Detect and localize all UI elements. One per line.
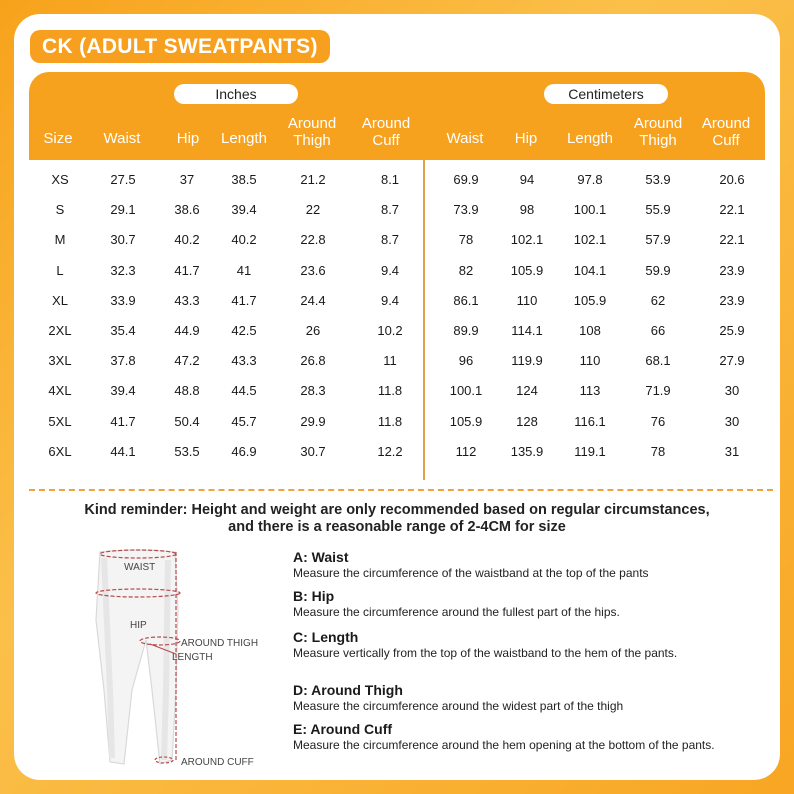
- table-cell-inches: 44.9: [174, 323, 200, 338]
- table-cell-inches: 44.5: [231, 383, 257, 399]
- around-thigh-label: AROUND THIGH: [181, 638, 259, 649]
- table-cell-inches: 39.4: [231, 202, 257, 218]
- measure-length-title: C: Length: [293, 629, 359, 645]
- table-cell-inches: 29.1: [110, 202, 136, 218]
- table-cell-size: 2XL: [48, 323, 72, 338]
- table-cell-inches: 30.7: [110, 232, 136, 248]
- table-cell-centimeters: 23.9: [719, 262, 745, 278]
- table-cell-centimeters: 22.1: [719, 202, 745, 218]
- header-size: Size: [43, 130, 73, 147]
- table-cell-centimeters: 113: [579, 383, 601, 399]
- table-cell-size: 6XL: [48, 443, 72, 459]
- unit-label-inches: Inches: [174, 84, 298, 104]
- header-in-thigh: Around Thigh: [287, 115, 337, 149]
- table-cell-centimeters: 94: [519, 172, 535, 187]
- table-cell-inches: 30.7: [300, 443, 326, 459]
- table-cell-size: 3XL: [48, 353, 72, 369]
- table-cell-inches: 10.2: [377, 323, 403, 338]
- table-cell-size: M: [54, 232, 66, 248]
- measure-waist-text: Measure the circumference of the waistband at the top of the pants: [293, 566, 649, 580]
- table-cell-centimeters: 73.9: [453, 202, 479, 218]
- hip-label: HIP: [130, 620, 147, 631]
- table-cell-centimeters: 27.9: [719, 353, 745, 369]
- header-in-length: Length: [221, 130, 267, 147]
- measure-waist-title: A: Waist: [293, 549, 349, 565]
- table-cell-inches: 40.2: [231, 232, 257, 248]
- table-cell-inches: 48.8: [174, 383, 200, 399]
- table-cell-centimeters: 66: [650, 323, 666, 338]
- table-cell-centimeters: 20.6: [719, 172, 745, 187]
- measure-cuff-text: Measure the circumference around the hem opening at the bottom of the pants.: [293, 738, 715, 752]
- table-cell-inches: 43.3: [231, 353, 257, 369]
- table-cell-inches: 39.4: [110, 383, 136, 399]
- sweatpants-diagram: [0, 540, 290, 770]
- measure-thigh-title: D: Around Thigh: [293, 682, 403, 698]
- table-cell-centimeters: 22.1: [719, 232, 745, 248]
- table-cell-centimeters: 78: [650, 443, 666, 459]
- table-cell-centimeters: 78: [458, 232, 474, 248]
- table-cell-centimeters: 105.9: [449, 413, 483, 429]
- table-cell-inches: 12.2: [377, 443, 403, 459]
- length-label: LENGTH: [172, 652, 213, 663]
- table-cell-inches: 11.8: [377, 413, 403, 429]
- table-cell-inches: 45.7: [231, 413, 257, 429]
- section-divider: [29, 489, 773, 491]
- table-cell-size: 4XL: [48, 383, 72, 399]
- table-cell-centimeters: 110: [579, 353, 601, 369]
- table-cell-centimeters: 86.1: [453, 292, 479, 308]
- header-in-waist: Waist: [103, 130, 141, 147]
- table-cell-centimeters: 30: [724, 383, 740, 399]
- table-cell-centimeters: 82: [458, 262, 474, 278]
- table-cell-inches: 42.5: [231, 323, 257, 338]
- table-cell-size: XL: [52, 292, 68, 308]
- table-cell-inches: 38.5: [231, 172, 257, 187]
- table-cell-inches: 33.9: [110, 292, 136, 308]
- page-title: CK (ADULT SWEATPANTS): [30, 30, 330, 63]
- table-cell-inches: 23.6: [300, 262, 326, 278]
- table-cell-centimeters: 100.1: [449, 383, 483, 399]
- table-cell-inches: 41.7: [110, 413, 136, 429]
- reminder-line-1: Kind reminder: Height and weight are only recommended based on regular circumstances,: [84, 502, 710, 518]
- table-cell-centimeters: 57.9: [645, 232, 671, 248]
- measure-hip-text: Measure the circumference around the fullest part of the hips.: [293, 605, 620, 619]
- table-cell-inches: 37.8: [110, 353, 136, 369]
- table-cell-centimeters: 114.1: [511, 323, 543, 338]
- waist-label: WAIST: [124, 562, 156, 573]
- table-cell-inches: 26.8: [300, 353, 326, 369]
- table-cell-centimeters: 25.9: [719, 323, 745, 338]
- table-cell-centimeters: 69.9: [453, 172, 479, 187]
- table-cell-inches: 24.4: [300, 292, 326, 308]
- table-cell-centimeters: 59.9: [645, 262, 671, 278]
- table-cell-centimeters: 119.9: [511, 353, 543, 369]
- around-cuff-label: AROUND CUFF: [181, 757, 254, 768]
- table-cell-centimeters: 116.1: [574, 413, 606, 429]
- kind-reminder: [40, 502, 754, 536]
- table-cell-inches: 53.5: [174, 443, 200, 459]
- measure-cuff-title: E: Around Cuff: [293, 721, 393, 737]
- table-cell-inches: 8.7: [380, 202, 400, 218]
- table-column-divider: [423, 160, 425, 480]
- reminder-line-2: and there is a reasonable range of 2-4CM for size: [228, 519, 566, 535]
- table-cell-inches: 29.9: [300, 413, 326, 429]
- table-cell-centimeters: 105.9: [573, 292, 607, 308]
- header-cm-length: Length: [567, 130, 613, 147]
- table-cell-inches: 27.5: [110, 172, 136, 187]
- table-cell-centimeters: 89.9: [453, 323, 479, 338]
- table-cell-centimeters: 71.9: [645, 383, 671, 399]
- unit-label-centimeters: Centimeters: [544, 84, 668, 104]
- table-cell-size: L: [56, 262, 64, 278]
- table-cell-centimeters: 68.1: [645, 353, 671, 369]
- table-cell-centimeters: 110: [516, 292, 538, 308]
- table-cell-inches: 22.8: [300, 232, 326, 248]
- table-cell-inches: 9.4: [380, 262, 400, 278]
- table-cell-inches: 50.4: [174, 413, 200, 429]
- measure-length: [293, 629, 733, 661]
- header-in-cuff: Around Cuff: [361, 115, 411, 149]
- measure-cuff: [293, 721, 733, 753]
- measure-hip-title: B: Hip: [293, 588, 335, 604]
- table-cell-inches: 41.7: [231, 292, 257, 308]
- table-cell-inches: 21.2: [300, 172, 326, 187]
- table-cell-centimeters: 128: [516, 413, 538, 429]
- table-cell-inches: 43.3: [174, 292, 200, 308]
- measure-hip: [293, 588, 743, 620]
- table-cell-inches: 32.3: [110, 262, 136, 278]
- table-cell-centimeters: 105.9: [510, 262, 544, 278]
- table-cell-inches: 46.9: [231, 443, 257, 459]
- table-cell-centimeters: 102.1: [573, 232, 607, 248]
- table-cell-centimeters: 119.1: [574, 443, 606, 459]
- header-in-hip: Hip: [176, 130, 200, 147]
- measure-length-text: Measure vertically from the top of the waistband to the hem of the pants.: [293, 646, 678, 660]
- table-cell-centimeters: 97.8: [577, 172, 603, 187]
- table-cell-inches: 47.2: [174, 353, 200, 369]
- table-cell-centimeters: 102.1: [510, 232, 544, 248]
- table-cell-inches: 44.1: [110, 443, 136, 459]
- table-cell-centimeters: 108: [579, 323, 601, 338]
- table-cell-centimeters: 76: [650, 413, 666, 429]
- table-cell-inches: 41.7: [174, 262, 200, 278]
- table-cell-size: S: [55, 202, 65, 218]
- table-cell-centimeters: 104.1: [573, 262, 607, 278]
- table-cell-inches: 22: [305, 202, 321, 218]
- table-cell-centimeters: 124: [516, 383, 538, 399]
- table-cell-inches: 37: [179, 172, 195, 187]
- table-cell-centimeters: 62: [650, 292, 666, 308]
- table-cell-inches: 28.3: [300, 383, 326, 399]
- table-cell-centimeters: 112: [455, 443, 477, 459]
- measure-thigh: [293, 682, 743, 714]
- table-cell-inches: 9.4: [380, 292, 400, 308]
- header-cm-cuff: Around Cuff: [701, 115, 751, 149]
- table-cell-inches: 11: [383, 353, 397, 369]
- table-cell-inches: 11.8: [377, 383, 403, 399]
- table-cell-centimeters: 135.9: [510, 443, 544, 459]
- measure-thigh-text: Measure the circumference around the widest part of the thigh: [293, 699, 624, 713]
- table-cell-inches: 26: [305, 323, 321, 338]
- table-cell-centimeters: 55.9: [645, 202, 671, 218]
- table-cell-inches: 8.1: [380, 172, 400, 187]
- table-cell-inches: 40.2: [174, 232, 200, 248]
- table-cell-inches: 35.4: [110, 323, 136, 338]
- table-cell-centimeters: 23.9: [719, 292, 745, 308]
- table-cell-centimeters: 98: [519, 202, 535, 218]
- table-cell-size: 5XL: [48, 413, 72, 429]
- table-cell-centimeters: 30: [724, 413, 740, 429]
- table-cell-centimeters: 31: [724, 443, 740, 459]
- table-cell-size: XS: [51, 172, 69, 187]
- table-cell-inches: 8.7: [380, 232, 400, 248]
- table-header: [29, 72, 765, 160]
- table-cell-centimeters: 96: [458, 353, 474, 369]
- header-cm-hip: Hip: [514, 130, 538, 147]
- header-cm-waist: Waist: [446, 130, 484, 147]
- table-cell-inches: 38.6: [174, 202, 200, 218]
- header-cm-thigh: Around Thigh: [633, 115, 683, 149]
- table-cell-centimeters: 100.1: [573, 202, 607, 218]
- table-cell-inches: 41: [236, 262, 252, 278]
- measure-waist: [293, 549, 743, 581]
- table-cell-centimeters: 53.9: [645, 172, 671, 187]
